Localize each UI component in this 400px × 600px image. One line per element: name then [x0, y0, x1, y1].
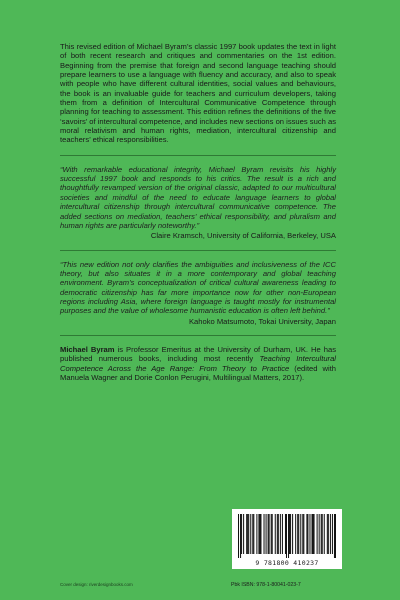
barcode-bar — [289, 514, 290, 554]
barcode-bar — [260, 514, 261, 554]
barcode-bar — [272, 514, 273, 554]
endorsement-2-text: “This new edition not only clarifies the ambiguities and inclusiveness of the ICC theory, but also situates it in a more contemporary and global teaching environment. Byram’s conceptualization of critical cultural awareness leading to democratic citizenship has far more importance now for other non-European regions including Asia, where foreign language is taught mostly for instrumental purposes and the value of wholesome humanistic education is often left behind.” — [60, 259, 336, 316]
barcode-bars — [238, 514, 336, 558]
barcode-bar — [334, 514, 335, 558]
barcode-bar — [285, 514, 286, 554]
barcode-bar — [313, 514, 314, 554]
author-name: Michael Byram — [60, 344, 115, 354]
barcode-bar — [253, 514, 254, 554]
barcode-bar — [258, 514, 259, 554]
endorsement-2 — [60, 260, 336, 326]
barcode-bar — [269, 514, 270, 554]
endorsement-1 — [60, 165, 336, 241]
barcode-bar — [256, 514, 257, 554]
author-bio-text-2: (edited with Manuela Wagner and Dorie Conlon Perugini, Multilingual Matters, 2017). — [60, 363, 336, 382]
barcode-bar — [295, 514, 296, 554]
barcode-bar — [297, 514, 298, 554]
barcode-bar — [324, 514, 325, 554]
section-divider — [60, 250, 336, 251]
barcode-bar — [252, 514, 253, 554]
cover-design-credit: Cover design: riverdesignbooks.com — [60, 582, 133, 587]
endorsement-2-attribution: Kahoko Matsumoto, Tokai University, Japan — [188, 316, 336, 326]
barcode-bar — [303, 514, 304, 554]
barcode-bar — [306, 514, 307, 554]
barcode-bar — [275, 514, 276, 554]
barcode-bar — [319, 514, 320, 554]
barcode-bar — [314, 514, 315, 554]
barcode-bar — [259, 514, 260, 554]
barcode-bar — [290, 514, 291, 554]
barcode-bar — [307, 514, 308, 554]
author-book-title: Teaching Intercultural Competence Across the Age Range: From Theory to Practice — [60, 354, 336, 373]
section-divider — [60, 335, 336, 336]
barcode-bar — [243, 514, 244, 554]
barcode-bar — [317, 514, 318, 554]
barcode-bar — [248, 514, 249, 554]
endorsement-1-text: “With remarkable educational integrity, Michael Byram revisits his highly successful 1997 book and responds to his critics. The result is a rich and thoughtfully revamped version of the original classic, adapted to our multicultural societies and mindful of the need to educate language learners to global intercultural citizenship through intercultural communicative competence. The added sections on mediation, teachers’ ethical responsibility, and pluralism and human rights are particularly noteworthy.” — [60, 164, 336, 230]
back-cover-text — [60, 42, 336, 382]
barcode-bar — [300, 514, 301, 554]
barcode-bar — [332, 514, 333, 554]
barcode-digits: 9 781800 410237 — [255, 559, 319, 567]
barcode-bar — [312, 514, 313, 554]
barcode-bar — [250, 514, 251, 554]
barcode-bar — [247, 514, 248, 554]
barcode-bar — [241, 514, 242, 554]
barcode-bar — [246, 514, 247, 554]
barcode-bar — [322, 514, 323, 554]
barcode-bar — [298, 514, 299, 554]
barcode-bar — [277, 514, 278, 554]
barcode-bar — [286, 514, 287, 558]
author-bio — [60, 345, 336, 382]
barcode-bar — [238, 514, 239, 558]
barcode-bar — [271, 514, 272, 554]
barcode-bar — [282, 514, 283, 554]
isbn-label: Pbk ISBN: 978-1-80041-023-7 — [231, 582, 301, 588]
barcode-bar — [264, 514, 265, 554]
barcode-bar — [280, 514, 281, 554]
barcode-bar — [288, 514, 289, 558]
barcode-bar — [302, 514, 303, 554]
barcode-bar — [266, 514, 267, 554]
book-blurb: This revised edition of Michael Byram’s classic 1997 book updates the text in light of both recent research and critiques and commentaries on the 1st edition. Beginning from the premise that foreign and second language teaching should prepare learners to use a language with fluency and accuracy, and also to speak with people who have different cultural identities, social values and behaviours, the book is an invaluable guide for teachers and curriculum developers, taking them from a definition of Intercultural Communicative Competence through planning for teaching to assessment. This edition refines the definitions of the five ‘savoirs’ of intercultural competence, and includes new sections on issues such as moral relativism and human rights, mediation, intercultural citizenship and teachers’ ethical responsibilities. — [60, 42, 336, 145]
barcode-bar — [335, 514, 336, 558]
barcode-bar — [278, 514, 279, 554]
barcode-bar — [240, 514, 241, 558]
barcode-bar — [268, 514, 269, 554]
barcode-bar — [328, 514, 329, 554]
author-bio-text-1: is Professor Emeritus at the University of Durham, UK. He has published numerous books, including most recently — [60, 344, 336, 364]
barcode-bar — [321, 514, 322, 554]
barcode-bar — [327, 514, 328, 554]
barcode-bar — [330, 514, 331, 554]
section-divider — [60, 155, 336, 156]
barcode-bar — [309, 514, 310, 554]
barcode-bar — [292, 514, 293, 554]
barcode — [232, 509, 342, 569]
endorsement-1-attribution: Claire Kramsch, University of California, Berkeley, USA — [150, 231, 336, 241]
